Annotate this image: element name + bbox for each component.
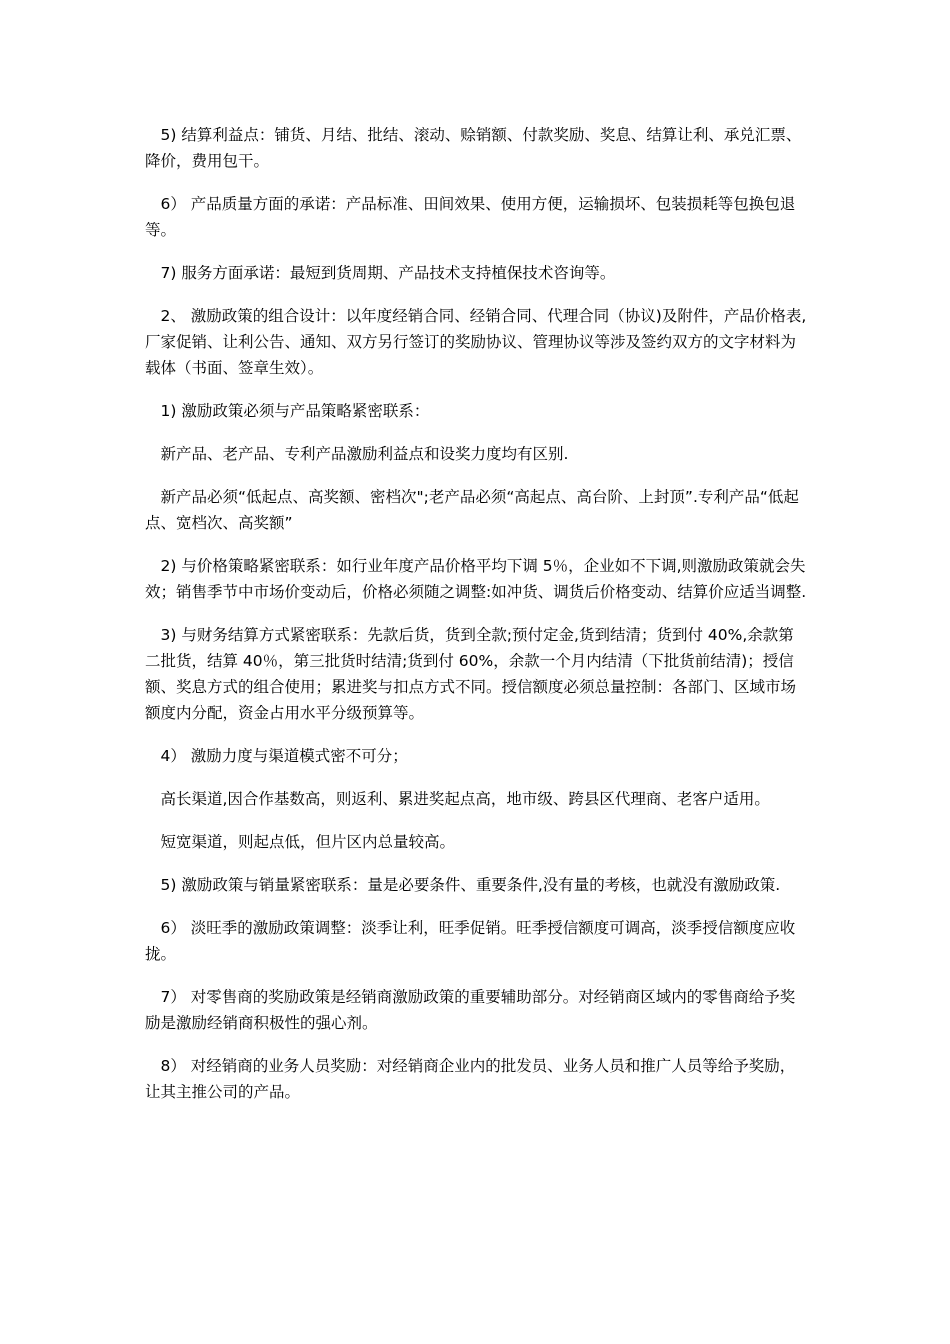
paragraph-season-adjustment: 6） 淡旺季的激励政策调整：淡季让利，旺季促销。旺季授信额度可调高，淡季授信额度应收拢。 (145, 919, 796, 963)
paragraph-finance-settlement: 3) 与财务结算方式紧密联系：先款后货，货到全款;预付定金,货到结清；货到付 40%,余款第二批货，结算 40％，第三批货时结清;货到付 60%，余款一个月内结清（下批货前结清)；授信额、奖息方式的组合使用；累进奖与扣点方式不同。授信额度必须总量控制：各部门、区域市场额度内分配，资金占用水平分级预算等。 (145, 626, 797, 722)
paragraph-channel-model: 4） 激励力度与渠道模式密不可分； (160, 747, 408, 765)
paragraph-sales-volume: 5) 激励政策与销量紧密联系：量是必要条件、重要条件,没有量的考核，也就没有激励政策. (160, 876, 781, 894)
paragraph-staff-rewards: 8） 对经销商的业务人员奖励：对经销商企业内的批发员、业务人员和推广人员等给予奖励，让其主推公司的产品。 (145, 1057, 796, 1101)
paragraph-product-rules: 新产品必须“低起点、高奖额、密档次";老产品必须“高起点、高台阶、上封顶”.专利产品“低起点、宽档次、高奖额” (145, 488, 799, 532)
paragraph-short-channel: 短宽渠道，则起点低，但片区内总量较高。 (160, 833, 456, 851)
document-page (145, 122, 809, 1122)
paragraph-retailer-rewards: 7） 对零售商的奖励政策是经销商激励政策的重要辅助部分。对经销商区域内的零售商给予奖励是激励经销商积极性的强心剂。 (145, 988, 796, 1032)
paragraph-service-commitment: 7) 服务方面承诺：最短到货周期、产品技术支持植保技术咨询等。 (160, 264, 616, 282)
paragraph-settlement-benefits: 5) 结算利益点：铺货、月结、批结、滚动、赊销额、付款奖励、奖息、结算让利、承兑汇票、降价，费用包干。 (145, 126, 802, 170)
paragraph-quality-commitment: 6） 产品质量方面的承诺：产品标准、田间效果、使用方便，运输损坏、包装损耗等包换包退等。 (145, 195, 796, 239)
paragraph-incentive-design: 2、 激励政策的组合设计：以年度经销合同、经销合同、代理合同（协议)及附件，产品价格表,厂家促销、让利公告、通知、双方另行签订的奖励协议、管理协议等涉及签约双方的文字材料为载体（书面、签章生效）。 (145, 307, 807, 377)
paragraph-long-channel: 高长渠道,因合作基数高，则返利、累进奖起点高，地市级、跨县区代理商、老客户适用。 (160, 790, 770, 808)
paragraph-product-differences: 新产品、老产品、专利产品激励利益点和设奖力度均有区别. (160, 445, 569, 463)
paragraph-product-strategy: 1) 激励政策必须与产品策略紧密联系： (160, 402, 430, 420)
paragraph-price-strategy: 2) 与价格策略紧密联系：如行业年度产品价格平均下调 5％，企业如不下调,则激励政策就会失效；销售季节中市场价变动后，价格必须随之调整:如冲货、调货后价格变动、结算价应适当调整. (145, 557, 807, 601)
